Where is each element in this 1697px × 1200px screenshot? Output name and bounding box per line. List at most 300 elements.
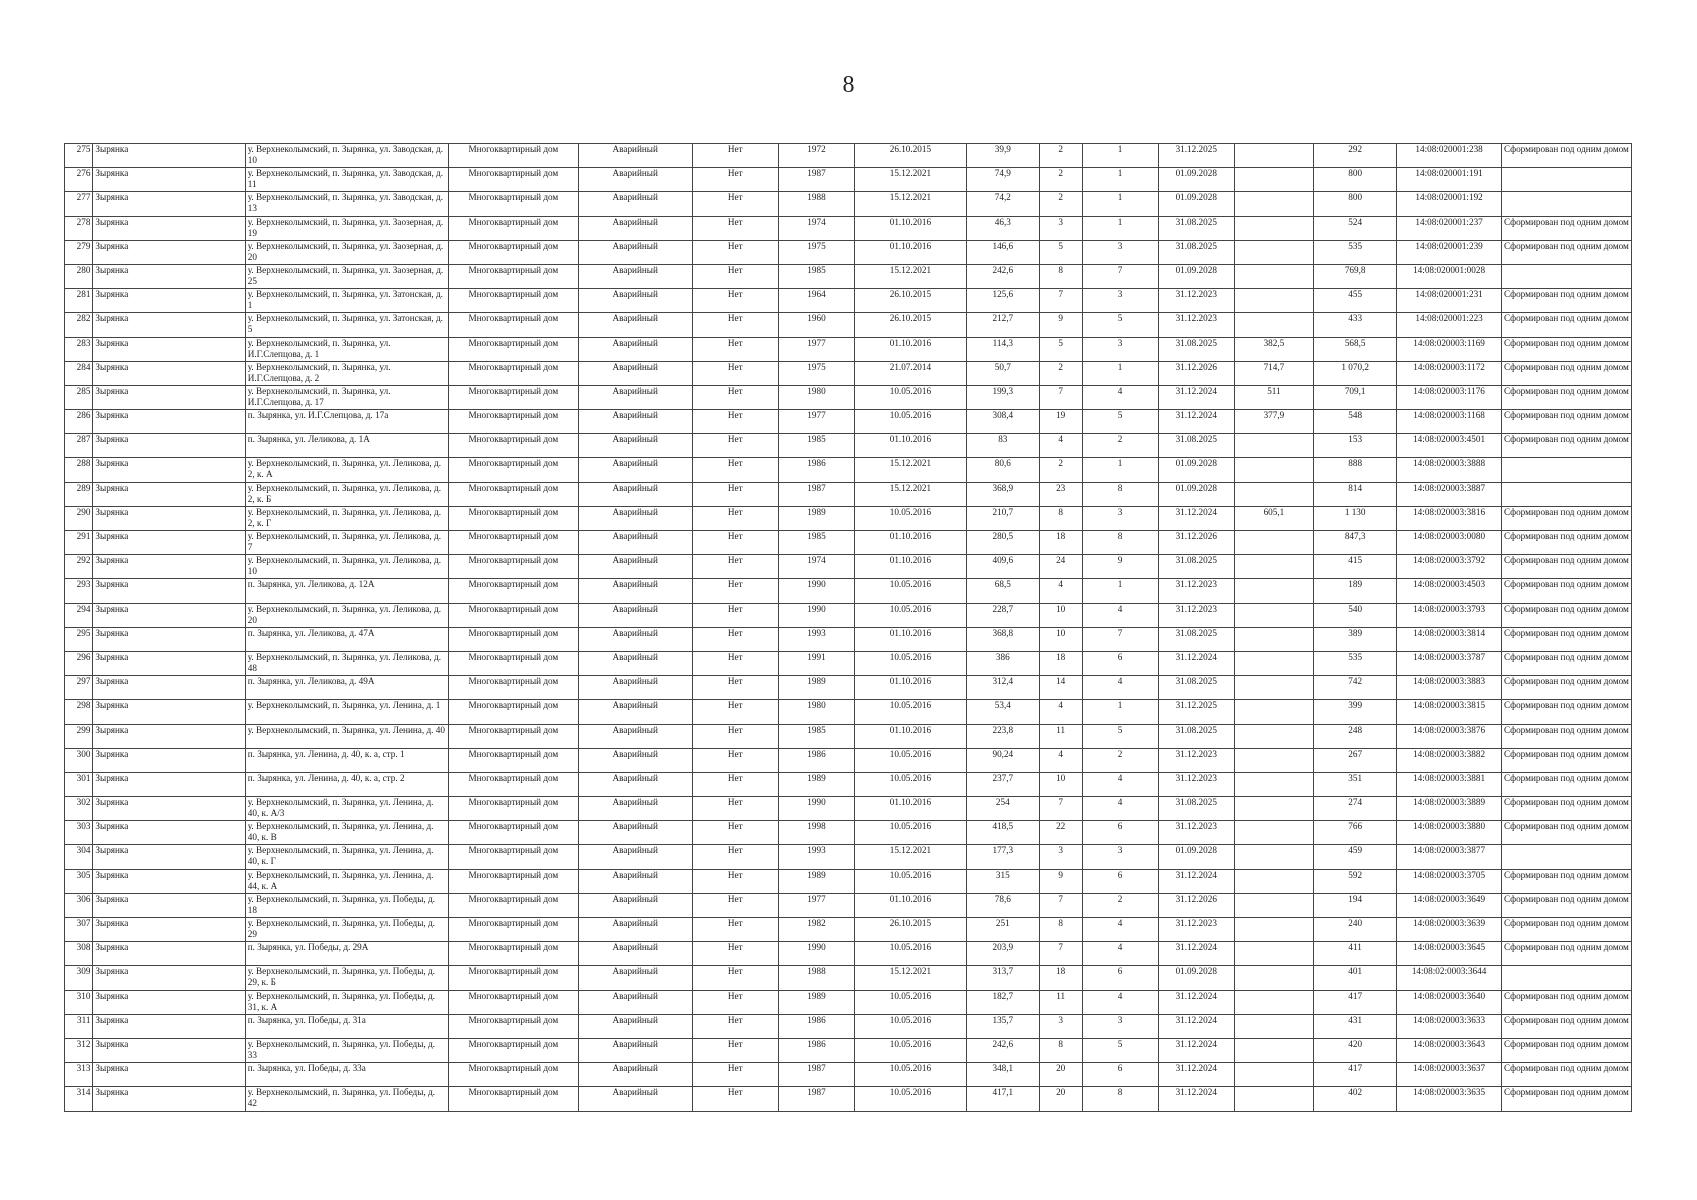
cell-residents: 10 (1039, 603, 1082, 627)
cell-condition: Аварийный (578, 603, 692, 627)
cell-cadastral-number: 14:08:020003:3888 (1397, 458, 1502, 482)
cell-residents: 11 (1039, 724, 1082, 748)
cell-residents: 7 (1039, 289, 1082, 313)
cell-total-value: 592 (1314, 869, 1397, 893)
cell-building-type: Многоквартирный дом (448, 410, 578, 434)
cell-flag: Нет (692, 410, 778, 434)
cell-deadline: 31.12.2025 (1158, 144, 1234, 168)
cell-apartments: 8 (1082, 1087, 1158, 1111)
cell-land-note: Сформирован под одним домом (1501, 385, 1631, 409)
cell-condition: Аварийный (578, 337, 692, 361)
cell-cadastral-number: 14:08:020003:3881 (1397, 772, 1502, 796)
cell-area: 313,7 (966, 966, 1039, 990)
cell-condition: Аварийный (578, 482, 692, 506)
cell-year-built: 1990 (778, 942, 854, 966)
cell-area: 210,7 (966, 506, 1039, 530)
table-row (65, 385, 1632, 409)
cell-total-value: 274 (1314, 797, 1397, 821)
cell-apartments: 4 (1082, 797, 1158, 821)
cell-row-number: 291 (65, 531, 93, 555)
cell-apartments: 5 (1082, 313, 1158, 337)
cell-flag: Нет (692, 579, 778, 603)
cell-year-built: 1975 (778, 361, 854, 385)
cell-cost-value (1234, 1038, 1313, 1062)
cell-decision-date: 26.10.2015 (855, 918, 967, 942)
cell-deadline: 31.12.2023 (1158, 748, 1234, 772)
table-row (65, 458, 1632, 482)
cell-row-number: 286 (65, 410, 93, 434)
cell-building-type: Многоквартирный дом (448, 289, 578, 313)
cell-apartments: 1 (1082, 168, 1158, 192)
cell-row-number: 278 (65, 216, 93, 240)
cell-address: у. Верхнеколымский, п. Зырянка, ул. Затонская, д. 1 (245, 289, 448, 313)
cell-year-built: 1986 (778, 1014, 854, 1038)
cell-flag: Нет (692, 531, 778, 555)
cell-flag: Нет (692, 893, 778, 917)
cell-deadline: 31.08.2025 (1158, 216, 1234, 240)
table-row (65, 942, 1632, 966)
cell-row-number: 276 (65, 168, 93, 192)
cell-land-note (1501, 845, 1631, 869)
cell-year-built: 1987 (778, 1087, 854, 1111)
cell-flag: Нет (692, 627, 778, 651)
cell-residents: 8 (1039, 506, 1082, 530)
cell-cadastral-number: 14:08:020003:3637 (1397, 1063, 1502, 1087)
cell-cost-value (1234, 579, 1313, 603)
cell-condition: Аварийный (578, 289, 692, 313)
cell-row-number: 290 (65, 506, 93, 530)
cell-address: у. Верхнеколымский, п. Зырянка, ул. Леликова, д. 7 (245, 531, 448, 555)
cell-condition: Аварийный (578, 216, 692, 240)
cell-apartments: 5 (1082, 410, 1158, 434)
cell-cadastral-number: 14:08:020003:3792 (1397, 555, 1502, 579)
table-row (65, 724, 1632, 748)
cell-address: у. Верхнеколымский, п. Зырянка, ул. Победы, д. 29 (245, 918, 448, 942)
cell-decision-date: 10.05.2016 (855, 506, 967, 530)
cell-condition: Аварийный (578, 724, 692, 748)
table-row (65, 531, 1632, 555)
cell-row-number: 289 (65, 482, 93, 506)
table-row (65, 603, 1632, 627)
cell-address: п. Зырянка, ул. Леликова, д. 49А (245, 676, 448, 700)
cell-land-note: Сформирован под одним домом (1501, 579, 1631, 603)
cell-condition: Аварийный (578, 627, 692, 651)
cell-row-number: 308 (65, 942, 93, 966)
cell-total-value: 766 (1314, 821, 1397, 845)
cell-year-built: 1964 (778, 289, 854, 313)
cell-residents: 7 (1039, 893, 1082, 917)
cell-decision-date: 10.05.2016 (855, 651, 967, 675)
cell-row-number: 299 (65, 724, 93, 748)
cell-area: 53,4 (966, 700, 1039, 724)
cell-year-built: 1977 (778, 410, 854, 434)
cell-address: у. Верхнеколымский, п. Зырянка, ул. И.Г.Слепцова, д. 17 (245, 385, 448, 409)
cell-decision-date: 01.10.2016 (855, 531, 967, 555)
cell-address: у. Верхнеколымский, п. Зырянка, ул. Заводская, д. 10 (245, 144, 448, 168)
cell-address: у. Верхнеколымский, п. Зырянка, ул. И.Г.Слепцова, д. 2 (245, 361, 448, 385)
cell-settlement: Зырянка (93, 264, 245, 288)
cell-cost-value (1234, 772, 1313, 796)
cell-cadastral-number: 14:08:020003:3889 (1397, 797, 1502, 821)
cell-row-number: 302 (65, 797, 93, 821)
cell-cost-value (1234, 144, 1313, 168)
cell-building-type: Многоквартирный дом (448, 458, 578, 482)
cell-total-value: 415 (1314, 555, 1397, 579)
cell-area: 39,9 (966, 144, 1039, 168)
cell-flag: Нет (692, 1063, 778, 1087)
cell-apartments: 9 (1082, 555, 1158, 579)
cell-area: 280,5 (966, 531, 1039, 555)
cell-year-built: 1987 (778, 482, 854, 506)
cell-cost-value (1234, 458, 1313, 482)
cell-cadastral-number: 14:08:020003:1168 (1397, 410, 1502, 434)
cell-cadastral-number: 14:08:020003:3816 (1397, 506, 1502, 530)
cell-decision-date: 15.12.2021 (855, 845, 967, 869)
cell-decision-date: 21.07.2014 (855, 361, 967, 385)
cell-apartments: 3 (1082, 845, 1158, 869)
cell-area: 368,9 (966, 482, 1039, 506)
cell-building-type: Многоквартирный дом (448, 240, 578, 264)
cell-settlement: Зырянка (93, 603, 245, 627)
cell-settlement: Зырянка (93, 192, 245, 216)
cell-settlement: Зырянка (93, 918, 245, 942)
cell-total-value: 401 (1314, 966, 1397, 990)
cell-flag: Нет (692, 797, 778, 821)
table-row (65, 893, 1632, 917)
cell-deadline: 31.12.2024 (1158, 506, 1234, 530)
cell-cadastral-number: 14:08:020003:3883 (1397, 676, 1502, 700)
cell-year-built: 1998 (778, 821, 854, 845)
cell-cost-value (1234, 966, 1313, 990)
cell-year-built: 1977 (778, 893, 854, 917)
cell-apartments: 1 (1082, 216, 1158, 240)
table-row (65, 821, 1632, 845)
cell-cadastral-number: 14:08:020001:0028 (1397, 264, 1502, 288)
cell-apartments: 7 (1082, 627, 1158, 651)
cell-area: 68,5 (966, 579, 1039, 603)
cell-apartments: 4 (1082, 942, 1158, 966)
cell-residents: 9 (1039, 869, 1082, 893)
cell-total-value: 194 (1314, 893, 1397, 917)
cell-decision-date: 01.10.2016 (855, 434, 967, 458)
cell-flag: Нет (692, 772, 778, 796)
cell-building-type: Многоквартирный дом (448, 990, 578, 1014)
cell-total-value: 189 (1314, 579, 1397, 603)
cell-flag: Нет (692, 168, 778, 192)
cell-year-built: 1989 (778, 506, 854, 530)
cell-condition: Аварийный (578, 531, 692, 555)
cell-apartments: 3 (1082, 289, 1158, 313)
cell-cost-value (1234, 1014, 1313, 1038)
cell-land-note: Сформирован под одним домом (1501, 627, 1631, 651)
cell-total-value: 709,1 (1314, 385, 1397, 409)
cell-area: 251 (966, 918, 1039, 942)
cell-residents: 7 (1039, 942, 1082, 966)
cell-address: у. Верхнеколымский, п. Зырянка, ул. Затонская, д. 5 (245, 313, 448, 337)
cell-condition: Аварийный (578, 845, 692, 869)
cell-year-built: 1985 (778, 264, 854, 288)
cell-apartments: 3 (1082, 337, 1158, 361)
cell-settlement: Зырянка (93, 1014, 245, 1038)
cell-apartments: 7 (1082, 264, 1158, 288)
cell-row-number: 275 (65, 144, 93, 168)
cell-year-built: 1974 (778, 216, 854, 240)
cell-residents: 9 (1039, 313, 1082, 337)
table-row (65, 192, 1632, 216)
cell-building-type: Многоквартирный дом (448, 821, 578, 845)
cell-address: у. Верхнеколымский, п. Зырянка, ул. Заозерная, д. 20 (245, 240, 448, 264)
cell-total-value: 411 (1314, 942, 1397, 966)
cell-row-number: 277 (65, 192, 93, 216)
cell-residents: 5 (1039, 337, 1082, 361)
cell-residents: 2 (1039, 168, 1082, 192)
cell-row-number: 283 (65, 337, 93, 361)
cell-building-type: Многоквартирный дом (448, 918, 578, 942)
cell-residents: 5 (1039, 240, 1082, 264)
cell-cadastral-number: 14:08:020003:3633 (1397, 1014, 1502, 1038)
cell-building-type: Многоквартирный дом (448, 966, 578, 990)
cell-area: 177,3 (966, 845, 1039, 869)
cell-flag: Нет (692, 361, 778, 385)
cell-flag: Нет (692, 216, 778, 240)
cell-apartments: 6 (1082, 869, 1158, 893)
table-row (65, 651, 1632, 675)
cell-building-type: Многоквартирный дом (448, 144, 578, 168)
table-row (65, 313, 1632, 337)
cell-area: 348,1 (966, 1063, 1039, 1087)
cell-cadastral-number: 14:08:020003:3645 (1397, 942, 1502, 966)
cell-row-number: 282 (65, 313, 93, 337)
table-row (65, 216, 1632, 240)
cell-settlement: Зырянка (93, 410, 245, 434)
cell-year-built: 1980 (778, 700, 854, 724)
cell-cost-value (1234, 264, 1313, 288)
cell-row-number: 307 (65, 918, 93, 942)
cell-residents: 8 (1039, 264, 1082, 288)
housing-registry-table (64, 143, 1632, 1112)
cell-deadline: 31.08.2025 (1158, 240, 1234, 264)
cell-row-number: 300 (65, 748, 93, 772)
cell-deadline: 31.12.2026 (1158, 893, 1234, 917)
cell-condition: Аварийный (578, 748, 692, 772)
cell-area: 203,9 (966, 942, 1039, 966)
cell-settlement: Зырянка (93, 385, 245, 409)
cell-land-note: Сформирован под одним домом (1501, 651, 1631, 675)
cell-settlement: Зырянка (93, 458, 245, 482)
cell-row-number: 288 (65, 458, 93, 482)
cell-cadastral-number: 14:08:020001:223 (1397, 313, 1502, 337)
cell-flag: Нет (692, 603, 778, 627)
cell-land-note: Сформирован под одним домом (1501, 240, 1631, 264)
cell-residents: 2 (1039, 458, 1082, 482)
cell-flag: Нет (692, 144, 778, 168)
cell-land-note: Сформирован под одним домом (1501, 821, 1631, 845)
cell-row-number: 285 (65, 385, 93, 409)
cell-year-built: 1985 (778, 531, 854, 555)
cell-cost-value (1234, 482, 1313, 506)
cell-land-note: Сформирован под одним домом (1501, 797, 1631, 821)
table-row (65, 676, 1632, 700)
cell-deadline: 31.12.2026 (1158, 361, 1234, 385)
cell-area: 50,7 (966, 361, 1039, 385)
table-row (65, 144, 1632, 168)
cell-year-built: 1987 (778, 1063, 854, 1087)
cell-flag: Нет (692, 724, 778, 748)
cell-settlement: Зырянка (93, 144, 245, 168)
cell-condition: Аварийный (578, 555, 692, 579)
cell-apartments: 5 (1082, 1038, 1158, 1062)
cell-area: 315 (966, 869, 1039, 893)
cell-decision-date: 10.05.2016 (855, 1087, 967, 1111)
cell-settlement: Зырянка (93, 482, 245, 506)
cell-area: 368,8 (966, 627, 1039, 651)
cell-condition: Аварийный (578, 942, 692, 966)
cell-address: у. Верхнеколымский, п. Зырянка, ул. Ленина, д. 40, к. А/3 (245, 797, 448, 821)
table-row (65, 1014, 1632, 1038)
cell-cost-value (1234, 724, 1313, 748)
cell-building-type: Многоквартирный дом (448, 1014, 578, 1038)
cell-address: п. Зырянка, ул. Ленина, д. 40, к. а, стр. 1 (245, 748, 448, 772)
cell-deadline: 31.12.2024 (1158, 1063, 1234, 1087)
cell-residents: 20 (1039, 1087, 1082, 1111)
cell-land-note: Сформирован под одним домом (1501, 410, 1631, 434)
cell-residents: 4 (1039, 579, 1082, 603)
cell-deadline: 31.12.2023 (1158, 289, 1234, 313)
cell-cost-value: 382,5 (1234, 337, 1313, 361)
cell-building-type: Многоквартирный дом (448, 603, 578, 627)
cell-deadline: 31.12.2023 (1158, 313, 1234, 337)
cell-area: 199,3 (966, 385, 1039, 409)
cell-deadline: 31.12.2024 (1158, 990, 1234, 1014)
cell-apartments: 2 (1082, 748, 1158, 772)
cell-cost-value (1234, 434, 1313, 458)
cell-residents: 3 (1039, 216, 1082, 240)
cell-address: у. Верхнеколымский, п. Зырянка, ул. Заозерная, д. 19 (245, 216, 448, 240)
cell-building-type: Многоквартирный дом (448, 676, 578, 700)
cell-area: 242,6 (966, 1038, 1039, 1062)
cell-building-type: Многоквартирный дом (448, 797, 578, 821)
cell-cost-value (1234, 531, 1313, 555)
cell-flag: Нет (692, 942, 778, 966)
cell-row-number: 296 (65, 651, 93, 675)
cell-year-built: 1985 (778, 434, 854, 458)
cell-apartments: 1 (1082, 192, 1158, 216)
cell-row-number: 281 (65, 289, 93, 313)
table-row (65, 700, 1632, 724)
cell-decision-date: 01.10.2016 (855, 627, 967, 651)
cell-land-note: Сформирован под одним домом (1501, 1063, 1631, 1087)
cell-apartments: 1 (1082, 579, 1158, 603)
cell-deadline: 31.12.2023 (1158, 821, 1234, 845)
cell-land-note: Сформирован под одним домом (1501, 893, 1631, 917)
cell-area: 417,1 (966, 1087, 1039, 1111)
cell-condition: Аварийный (578, 700, 692, 724)
cell-decision-date: 10.05.2016 (855, 821, 967, 845)
cell-cadastral-number: 14:08:020003:3643 (1397, 1038, 1502, 1062)
cell-land-note (1501, 458, 1631, 482)
cell-building-type: Многоквартирный дом (448, 482, 578, 506)
cell-year-built: 1989 (778, 772, 854, 796)
cell-cadastral-number: 14:08:020003:3787 (1397, 651, 1502, 675)
cell-year-built: 1977 (778, 337, 854, 361)
cell-flag: Нет (692, 289, 778, 313)
cell-cost-value (1234, 1087, 1313, 1111)
cell-apartments: 6 (1082, 651, 1158, 675)
cell-address: у. Верхнеколымский, п. Зырянка, ул. Ленина, д. 40 (245, 724, 448, 748)
cell-settlement: Зырянка (93, 531, 245, 555)
cell-flag: Нет (692, 1038, 778, 1062)
cell-flag: Нет (692, 748, 778, 772)
cell-apartments: 2 (1082, 434, 1158, 458)
cell-year-built: 1989 (778, 676, 854, 700)
cell-decision-date: 01.10.2016 (855, 337, 967, 361)
cell-area: 418,5 (966, 821, 1039, 845)
cell-apartments: 4 (1082, 603, 1158, 627)
cell-row-number: 297 (65, 676, 93, 700)
cell-flag: Нет (692, 192, 778, 216)
cell-flag: Нет (692, 700, 778, 724)
cell-year-built: 1988 (778, 966, 854, 990)
cell-apartments: 3 (1082, 1014, 1158, 1038)
cell-deadline: 31.12.2025 (1158, 700, 1234, 724)
cell-cadastral-number: 14:08:020003:3635 (1397, 1087, 1502, 1111)
cell-decision-date: 15.12.2021 (855, 458, 967, 482)
cell-total-value: 540 (1314, 603, 1397, 627)
cell-residents: 24 (1039, 555, 1082, 579)
cell-row-number: 279 (65, 240, 93, 264)
cell-deadline: 31.12.2023 (1158, 579, 1234, 603)
cell-row-number: 280 (65, 264, 93, 288)
cell-land-note: Сформирован под одним домом (1501, 289, 1631, 313)
cell-total-value: 433 (1314, 313, 1397, 337)
cell-settlement: Зырянка (93, 506, 245, 530)
cell-cost-value (1234, 651, 1313, 675)
cell-condition: Аварийный (578, 168, 692, 192)
cell-residents: 20 (1039, 1063, 1082, 1087)
cell-condition: Аварийный (578, 893, 692, 917)
cell-apartments: 8 (1082, 531, 1158, 555)
cell-apartments: 5 (1082, 724, 1158, 748)
table-row (65, 845, 1632, 869)
cell-flag: Нет (692, 1087, 778, 1111)
cell-settlement: Зырянка (93, 289, 245, 313)
cell-condition: Аварийный (578, 651, 692, 675)
cell-residents: 18 (1039, 531, 1082, 555)
cell-cadastral-number: 14:08:020003:3815 (1397, 700, 1502, 724)
cell-flag: Нет (692, 676, 778, 700)
cell-row-number: 301 (65, 772, 93, 796)
cell-decision-date: 10.05.2016 (855, 579, 967, 603)
table-row (65, 797, 1632, 821)
cell-decision-date: 15.12.2021 (855, 192, 967, 216)
cell-address: у. Верхнеколымский, п. Зырянка, ул. Ленина, д. 1 (245, 700, 448, 724)
table-row (65, 434, 1632, 458)
cell-cost-value (1234, 192, 1313, 216)
cell-decision-date: 01.10.2016 (855, 216, 967, 240)
cell-area: 114,3 (966, 337, 1039, 361)
table-row (65, 264, 1632, 288)
cell-residents: 23 (1039, 482, 1082, 506)
cell-cadastral-number: 14:08:020003:3876 (1397, 724, 1502, 748)
cell-address: у. Верхнеколымский, п. Зырянка, ул. Леликова, д. 2, к. Г (245, 506, 448, 530)
cell-condition: Аварийный (578, 240, 692, 264)
cell-building-type: Многоквартирный дом (448, 192, 578, 216)
cell-total-value: 248 (1314, 724, 1397, 748)
cell-year-built: 1990 (778, 603, 854, 627)
cell-area: 312,4 (966, 676, 1039, 700)
cell-land-note: Сформирован под одним домом (1501, 942, 1631, 966)
cell-building-type: Многоквартирный дом (448, 313, 578, 337)
